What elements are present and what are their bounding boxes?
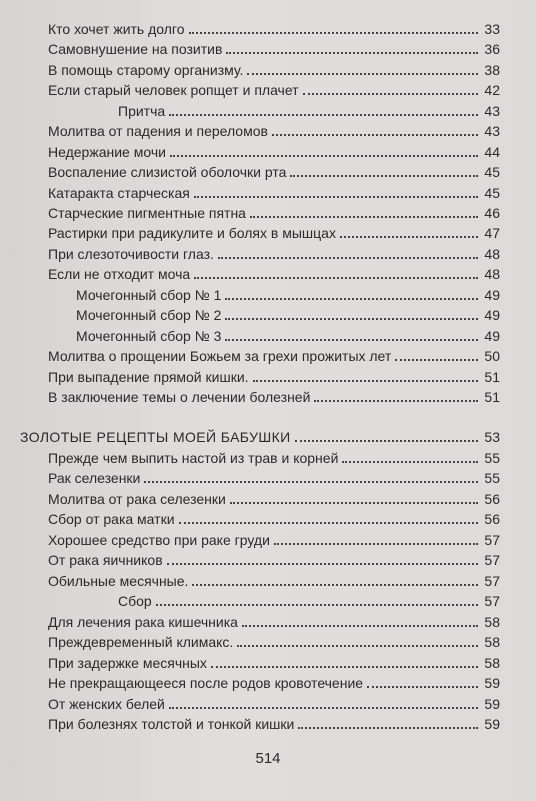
toc-entry-page: 56 <box>484 491 500 507</box>
leader-dots <box>225 298 478 300</box>
toc-entry-title: Старческие пигментные пятна <box>48 205 246 221</box>
toc-entry <box>48 386 500 406</box>
toc-entry-page: 59 <box>484 696 500 712</box>
toc-entry-page: 58 <box>484 655 500 671</box>
toc-entry <box>48 243 500 263</box>
leader-dots <box>226 52 478 54</box>
toc-entry-title: Самовнушение на позитив <box>48 41 223 57</box>
toc-entry-title: В заключение темы о лечении болезней <box>48 389 311 405</box>
toc-entry-page: 49 <box>484 328 500 344</box>
toc-entry-page: 57 <box>484 573 500 589</box>
toc-entry-page: 57 <box>484 593 500 609</box>
toc-entry-title: Преждевременный климакс. <box>48 634 234 650</box>
toc-entry-page: 45 <box>484 185 500 201</box>
toc-entry-page: 55 <box>484 470 500 486</box>
toc-entry <box>48 631 500 651</box>
toc-entry <box>48 549 500 569</box>
toc-entry <box>48 59 500 79</box>
toc-entry-title: Если старый человек ропщет и плачет <box>48 82 299 98</box>
toc-entry-title: При выпадение прямой кишки. <box>48 369 249 385</box>
toc-entry <box>48 570 500 590</box>
toc-entry <box>76 325 500 345</box>
leader-dots <box>272 134 478 136</box>
leader-dots <box>179 522 479 524</box>
leader-dots <box>290 175 478 177</box>
leader-dots <box>194 196 479 198</box>
toc-entry-page: 45 <box>484 164 500 180</box>
toc-entry <box>48 141 500 161</box>
toc-entry <box>76 304 500 324</box>
toc-entry-title: Молитва от падения и переломов <box>48 123 268 139</box>
toc-entry-page: 36 <box>484 41 500 57</box>
toc-entry-page: 46 <box>484 205 500 221</box>
toc-entry-title: Сбор от рака матки <box>48 511 175 527</box>
leader-dots <box>340 236 478 238</box>
leader-dots <box>225 339 478 341</box>
toc-entry <box>48 38 500 58</box>
toc-entry <box>48 529 500 549</box>
leader-dots <box>253 380 479 382</box>
leader-dots <box>211 666 479 668</box>
toc-entry <box>48 202 500 222</box>
toc-entry-page: 48 <box>484 246 500 262</box>
leader-dots <box>170 155 478 157</box>
leader-dots <box>314 400 478 402</box>
toc-entry-page: 59 <box>484 675 500 691</box>
toc-entry-title: ЗОЛОТЫЕ РЕЦЕПТЫ МОЕЙ БАБУШКИ <box>20 429 291 445</box>
toc-entry <box>48 79 500 99</box>
toc-entry-title: Хорошее средство при раке груди <box>48 532 270 548</box>
toc-entry-title: Рак селезенки <box>48 470 141 486</box>
leader-dots <box>167 563 479 565</box>
toc-entry <box>48 488 500 508</box>
toc-entry-page: 55 <box>484 450 500 466</box>
toc-entry <box>48 467 500 487</box>
toc-entry-title: При слезоточивости глаз. <box>48 246 214 262</box>
toc-entry-title: Молитва от рака селезенки <box>48 491 226 507</box>
toc-entry-page: 43 <box>484 103 500 119</box>
toc-entry <box>48 713 500 733</box>
leader-dots <box>194 277 478 279</box>
toc-entry-page: 59 <box>484 716 500 732</box>
toc-entry <box>48 508 500 528</box>
toc-entry-page: 58 <box>484 634 500 650</box>
toc-entry <box>48 263 500 283</box>
toc-entry-page: 53 <box>484 429 500 445</box>
toc-entry <box>48 693 500 713</box>
toc-entry-title: Кто хочет жить долго <box>48 21 185 37</box>
toc-entry-page: 47 <box>484 225 500 241</box>
leader-dots <box>169 114 478 116</box>
toc-entry <box>118 590 500 610</box>
leader-dots <box>274 543 479 545</box>
toc-entry-title: Мочегонный сбор № 3 <box>76 328 222 344</box>
leader-dots <box>295 440 479 442</box>
toc-entry-page: 58 <box>484 614 500 630</box>
toc-entry-title: Недержание мочи <box>48 144 166 160</box>
leader-dots <box>156 604 479 606</box>
toc-entry <box>76 284 500 304</box>
toc-entry-title: В помощь старому организму. <box>48 62 244 78</box>
toc-entry-title: При болезнях толстой и тонкой кишки <box>48 716 295 732</box>
leader-dots <box>192 584 478 586</box>
toc-entry-title: Притча <box>118 103 166 119</box>
leader-dots <box>367 686 478 688</box>
toc-entry <box>48 611 500 631</box>
toc-entry-page: 43 <box>484 123 500 139</box>
toc-entry-title: От рака яичников <box>48 552 163 568</box>
leader-dots <box>342 461 478 463</box>
toc-entry <box>48 161 500 181</box>
toc-entry-title: Обильные месячные. <box>48 573 189 589</box>
leader-dots <box>298 727 478 729</box>
leader-dots <box>303 93 479 95</box>
toc-entry-title: Растирки при радикулите и болях в мышцах <box>48 225 336 241</box>
toc-entry <box>48 182 500 202</box>
toc-entry-page: 42 <box>484 82 500 98</box>
toc-entry <box>118 100 500 120</box>
toc-entry-page: 44 <box>484 144 500 160</box>
toc-entry <box>48 366 500 386</box>
toc-entry-title: Прежде чем выпить настой из трав и корней <box>48 450 339 466</box>
toc-entry <box>48 672 500 692</box>
toc-entry <box>48 222 500 242</box>
toc-entry-title: Мочегонный сбор № 1 <box>76 287 222 303</box>
leader-dots <box>225 318 478 320</box>
leader-dots <box>144 481 478 483</box>
toc-entry-page: 57 <box>484 532 500 548</box>
leader-dots <box>250 216 478 218</box>
toc-entry-page: 48 <box>484 266 500 282</box>
toc-entry-title: От женских белей <box>48 696 165 712</box>
toc-entry-page: 50 <box>484 348 500 364</box>
toc-entry-page: 51 <box>484 369 500 385</box>
leader-dots <box>218 257 479 259</box>
toc-entry <box>48 18 500 38</box>
toc-entry-title: При задержке месячных <box>48 655 207 671</box>
toc-entry-page: 56 <box>484 511 500 527</box>
leader-dots <box>395 359 478 361</box>
toc-entry <box>48 447 500 467</box>
leader-dots <box>242 625 478 627</box>
toc-entry-title: Сбор <box>118 593 152 609</box>
toc-entry <box>48 345 500 365</box>
toc-entry-title: Не прекращающееся после родов кровотечение <box>48 675 364 691</box>
page-number: 514 <box>255 750 281 767</box>
leader-dots <box>169 707 479 709</box>
toc-entry-title: Если не отходит моча <box>48 266 191 282</box>
section-heading <box>20 426 500 446</box>
toc-entry-page: 51 <box>484 389 500 405</box>
toc-entry-page: 57 <box>484 552 500 568</box>
toc-entry-title: Мочегонный сбор № 2 <box>76 307 222 323</box>
toc-entry-page: 49 <box>484 307 500 323</box>
toc-entry <box>48 120 500 140</box>
leader-dots <box>237 645 478 647</box>
toc-entry-title: Для лечения рака кишечника <box>48 614 238 630</box>
leader-dots <box>230 502 479 504</box>
toc-entry-page: 38 <box>484 62 500 78</box>
toc-entry-title: Воспаление слизистой оболочки рта <box>48 164 287 180</box>
toc-entry-page: 33 <box>484 21 500 37</box>
leader-dots <box>189 32 479 34</box>
leader-dots <box>247 73 478 75</box>
toc-entry-page: 49 <box>484 287 500 303</box>
toc-entry-title: Катаракта старческая <box>48 185 190 201</box>
toc-entry <box>48 652 500 672</box>
toc-entry-title: Молитва о прощении Божьем за грехи прожитых лет <box>48 348 392 364</box>
